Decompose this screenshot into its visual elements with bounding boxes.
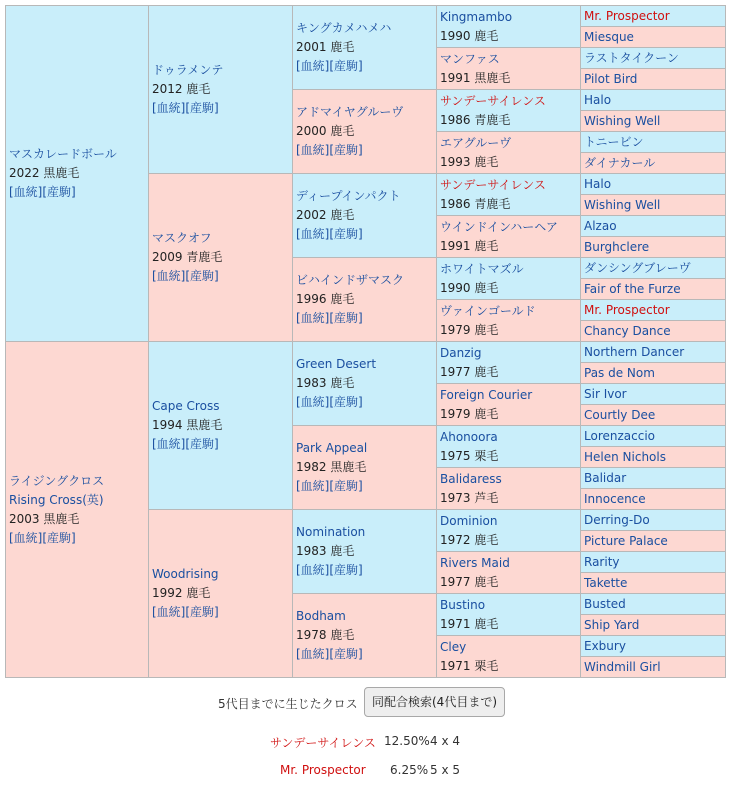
progeny-link[interactable]: [産駒]	[329, 143, 363, 157]
pedigree-cell-gen5	[581, 153, 726, 174]
pedigree-cell-gen5	[581, 342, 726, 363]
horse-name-link[interactable]: ドゥラメンテ	[152, 63, 224, 77]
pedigree-cell-gen4	[437, 510, 581, 552]
pedigree-cell-gen4	[437, 132, 581, 174]
horse-birth-info: 2001 鹿毛	[296, 40, 355, 54]
pedigree-cell-gen5	[581, 132, 726, 153]
blood-link[interactable]: [血統]	[296, 479, 330, 493]
horse-name-link[interactable]: Lorenzaccio	[584, 428, 655, 443]
pedigree-links	[296, 393, 433, 412]
progeny-link[interactable]: [産駒]	[329, 395, 363, 409]
pedigree-cell-gen5	[581, 300, 726, 321]
horse-birth-info: 1971 栗毛	[440, 658, 499, 673]
pedigree-cell-gen4	[437, 90, 581, 132]
progeny-link[interactable]: [産駒]	[329, 479, 363, 493]
horse-name-link[interactable]: Mr. Prospector	[584, 8, 670, 23]
horse-birth-info: 1975 栗毛	[440, 448, 499, 463]
pedigree-links	[296, 141, 433, 160]
pedigree-cell-gen2	[149, 510, 293, 678]
horse-name-link[interactable]: Bustino	[440, 597, 486, 612]
pedigree-cell-gen5	[581, 384, 726, 405]
pedigree-cell-gen5	[581, 258, 726, 279]
pedigree-cell-gen4	[437, 216, 581, 258]
horse-name-link[interactable]: Foreign Courier	[440, 387, 533, 402]
pedigree-cell-gen5	[581, 447, 726, 468]
pedigree-cell-gen3	[293, 174, 437, 258]
blood-link[interactable]: [血統]	[9, 185, 43, 199]
pedigree-cell-gen3	[293, 510, 437, 594]
progeny-link[interactable]: [産駒]	[185, 101, 219, 115]
horse-name-link[interactable]: Balidaress	[440, 471, 502, 486]
pedigree-cell-gen4	[437, 174, 581, 216]
pedigree-links	[296, 309, 433, 328]
pedigree-cell-gen3	[293, 90, 437, 174]
horse-name-link[interactable]: Green Desert	[296, 357, 377, 371]
pedigree-cell-gen1	[6, 342, 149, 678]
pedigree-table	[5, 5, 726, 678]
pedigree-cell-gen5	[581, 552, 726, 573]
pedigree-cell-gen5	[581, 468, 726, 489]
pedigree-cell-gen5	[581, 363, 726, 384]
horse-name-link[interactable]: Wishing Well	[584, 113, 661, 128]
pedigree-links	[152, 603, 289, 622]
pedigree-links	[296, 225, 433, 244]
horse-name-link[interactable]: ダイナカール	[584, 155, 656, 170]
pedigree-links	[296, 57, 433, 76]
pedigree-cell-gen4	[437, 636, 581, 678]
pedigree-cell-gen3	[293, 342, 437, 426]
progeny-link[interactable]: [産駒]	[185, 605, 219, 619]
pedigree-cell-gen5	[581, 216, 726, 237]
pedigree-cell-gen4	[437, 342, 581, 384]
horse-name-link[interactable]: Pilot Bird	[584, 71, 638, 86]
horse-name-link[interactable]: Kingmambo	[440, 9, 513, 24]
blood-link[interactable]: [血統]	[152, 101, 186, 115]
pedigree-cell-gen4	[437, 6, 581, 48]
pedigree-cell-gen4	[437, 552, 581, 594]
progeny-link[interactable]: [産駒]	[329, 563, 363, 577]
horse-name-link[interactable]: ホワイトマズル	[440, 261, 524, 276]
horse-name-link[interactable]: Dominion	[440, 513, 498, 528]
horse-name-link[interactable]: サンデーサイレンス	[440, 177, 546, 192]
blood-link[interactable]: [血統]	[152, 605, 186, 619]
horse-name-link[interactable]: Ahonoora	[440, 429, 498, 444]
pedigree-cell-gen4	[437, 594, 581, 636]
blood-link[interactable]: [血統]	[296, 59, 330, 73]
pedigree-cell-gen5	[581, 594, 726, 615]
horse-birth-info: 1986 青鹿毛	[440, 196, 511, 211]
horse-birth-info: 1994 黒鹿毛	[152, 418, 223, 432]
cross-generations: 4 x 4	[430, 734, 460, 748]
pedigree-cell-gen3	[293, 6, 437, 90]
pedigree-cell-gen2	[149, 342, 293, 510]
pedigree-cell-gen5	[581, 111, 726, 132]
horse-name-link[interactable]: アドマイヤグルーヴ	[296, 105, 404, 119]
progeny-link[interactable]: [産駒]	[185, 437, 219, 451]
blood-link[interactable]: [血統]	[296, 563, 330, 577]
horse-birth-info: 1983 鹿毛	[296, 376, 355, 390]
horse-name-link[interactable]: Burghclere	[584, 239, 650, 254]
progeny-link[interactable]: [産駒]	[329, 647, 363, 661]
pedigree-cell-gen5	[581, 636, 726, 657]
horse-name-link[interactable]: Picture Palace	[584, 533, 668, 548]
pedigree-cell-gen4	[437, 48, 581, 90]
horse-name-link[interactable]: Bodham	[296, 609, 346, 623]
horse-birth-info: 1991 黒鹿毛	[440, 70, 511, 85]
horse-name-link[interactable]: Pas de Nom	[584, 365, 655, 380]
horse-name-link[interactable]: Helen Nichols	[584, 449, 666, 464]
progeny-link[interactable]: [産駒]	[329, 311, 363, 325]
blood-link[interactable]: [血統]	[152, 269, 186, 283]
horse-name-link[interactable]: Fair of the Furze	[584, 281, 681, 296]
horse-birth-info: 2012 鹿毛	[152, 82, 211, 96]
horse-name-link[interactable]: Derring-Do	[584, 512, 650, 527]
horse-name-link[interactable]: Balidar	[584, 470, 627, 485]
horse-name-link[interactable]: ライジングクロス	[9, 473, 105, 488]
horse-name-link[interactable]: キングカメハメハ	[296, 21, 392, 35]
horse-name-link[interactable]: Rivers Maid	[440, 555, 510, 570]
pedigree-links	[152, 435, 289, 454]
horse-birth-info: 1992 鹿毛	[152, 586, 211, 600]
horse-birth-info: 1982 黒鹿毛	[296, 460, 367, 474]
horse-birth-info: 1996 鹿毛	[296, 292, 355, 306]
pedigree-cell-gen2	[149, 174, 293, 342]
horse-birth-info: 1991 鹿毛	[440, 238, 499, 253]
horse-name-link[interactable]: ディープインパクト	[296, 189, 401, 203]
horse-name-link[interactable]: ラストタイクーン	[584, 50, 679, 65]
horse-name-link[interactable]: ビハインドザマスク	[296, 273, 405, 287]
blood-link[interactable]: [血統]	[296, 311, 330, 325]
pedigree-cell-gen4	[437, 468, 581, 510]
cross-row-1	[0, 763, 730, 779]
horse-name-link[interactable]: Sir Ivor	[584, 386, 627, 401]
blood-link[interactable]: [血統]	[152, 437, 186, 451]
progeny-link[interactable]: [産駒]	[42, 185, 76, 199]
horse-birth-info: 1993 鹿毛	[440, 154, 499, 169]
horse-name-link[interactable]: Cley	[440, 639, 467, 654]
same-breeding-search-button[interactable]: 同配合検索(4代目まで)	[364, 687, 505, 717]
pedigree-links	[296, 561, 433, 580]
pedigree-cell-gen5	[581, 657, 726, 678]
pedigree-cell-gen5	[581, 321, 726, 342]
pedigree-cell-gen5	[581, 489, 726, 510]
pedigree-links	[296, 477, 433, 496]
pedigree-row	[6, 6, 726, 27]
pedigree-cell-gen4	[437, 300, 581, 342]
pedigree-cell-gen4	[437, 426, 581, 468]
pedigree-cell-gen5	[581, 531, 726, 552]
horse-birth-info: 1971 鹿毛	[440, 616, 499, 631]
pedigree-cell-gen4	[437, 258, 581, 300]
pedigree-cell-gen3	[293, 258, 437, 342]
blood-link[interactable]: [血統]	[9, 530, 43, 545]
horse-birth-info: 1977 鹿毛	[440, 574, 499, 589]
horse-name-link[interactable]: Nomination	[296, 525, 366, 539]
horse-name-link[interactable]: ウインドインハーヘア	[440, 219, 558, 234]
pedigree-cell-gen5	[581, 405, 726, 426]
horse-name-link[interactable]: サンデーサイレンス	[440, 93, 546, 108]
blood-link[interactable]: [血統]	[296, 143, 330, 157]
horse-name-link[interactable]: Halo	[584, 176, 612, 191]
horse-name-link[interactable]: Courtly Dee	[584, 407, 656, 422]
progeny-link[interactable]: [産駒]	[329, 59, 363, 73]
blood-link[interactable]: [血統]	[296, 395, 330, 409]
cross-horse-link[interactable]: サンデーサイレンス	[270, 736, 376, 750]
horse-birth-info: 1990 鹿毛	[440, 280, 499, 295]
horse-name-link[interactable]: Mr. Prospector	[584, 302, 670, 317]
horse-name-link[interactable]: ダンシングブレーヴ	[584, 260, 691, 275]
horse-name-link[interactable]: Woodrising	[152, 567, 219, 581]
horse-name-link[interactable]: Takette	[584, 575, 628, 590]
horse-birth-info: 1979 鹿毛	[440, 322, 499, 337]
horse-name-link[interactable]: Alzao	[584, 218, 617, 233]
pedigree-links	[9, 529, 145, 548]
horse-birth-info: 1972 鹿毛	[440, 532, 499, 547]
cross-horse-link[interactable]: Mr. Prospector	[280, 763, 366, 777]
horse-birth-info: 2022 黒鹿毛	[9, 166, 80, 180]
cross-row-0	[0, 734, 730, 750]
pedigree-links	[152, 267, 289, 286]
horse-name-link[interactable]: Halo	[584, 92, 612, 107]
progeny-link[interactable]: [産駒]	[42, 530, 76, 545]
pedigree-cell-gen5	[581, 90, 726, 111]
pedigree-cell-gen5	[581, 237, 726, 258]
horse-name-link[interactable]: Cape Cross	[152, 399, 220, 413]
blood-link[interactable]: [血統]	[296, 227, 330, 241]
horse-birth-info: 1973 芦毛	[440, 490, 499, 505]
horse-name-link[interactable]: Busted	[584, 596, 626, 611]
progeny-link[interactable]: [産駒]	[329, 227, 363, 241]
horse-name-link[interactable]: トニービン	[584, 134, 644, 149]
horse-birth-info: 1986 青鹿毛	[440, 112, 511, 127]
horse-birth-info: 2000 鹿毛	[296, 124, 355, 138]
horse-name-link[interactable]: マンファス	[440, 51, 500, 66]
horse-birth-info: 1978 鹿毛	[296, 628, 355, 642]
horse-name-link[interactable]: Ship Yard	[584, 617, 640, 632]
cross-generations: 5 x 5	[430, 763, 460, 777]
horse-name-link[interactable]: エアグルーヴ	[440, 135, 512, 150]
horse-birth-info: 1979 鹿毛	[440, 406, 499, 421]
horse-name-link[interactable]: ヴァインゴールド	[440, 303, 536, 318]
pedigree-links	[9, 183, 145, 202]
pedigree-cell-gen5	[581, 510, 726, 531]
pedigree-cell-gen5	[581, 174, 726, 195]
pedigree-cell-gen3	[293, 426, 437, 510]
pedigree-cell-gen5	[581, 195, 726, 216]
pedigree-links	[296, 645, 433, 664]
horse-birth-info: 1990 鹿毛	[440, 28, 499, 43]
horse-name-link[interactable]: Park Appeal	[296, 441, 368, 455]
horse-birth-info: 1977 鹿毛	[440, 364, 499, 379]
horse-birth-info: 2003 黒鹿毛	[9, 511, 80, 526]
pedigree-cell-gen5	[581, 27, 726, 48]
progeny-link[interactable]: [産駒]	[185, 269, 219, 283]
cross-percent: 6.25%	[390, 763, 429, 777]
pedigree-cell-gen5	[581, 69, 726, 90]
horse-name-link[interactable]: Chancy Dance	[584, 323, 671, 338]
horse-name-link[interactable]: Windmill Girl	[584, 659, 661, 674]
cross-percent: 12.50%	[384, 734, 430, 748]
pedigree-links	[152, 99, 289, 118]
horse-name-link[interactable]: マスクオフ	[152, 231, 212, 245]
horse-name-link[interactable]: Danzig	[440, 345, 482, 360]
pedigree-cell-gen5	[581, 6, 726, 27]
horse-foreign-name-link[interactable]: Rising Cross(英)	[9, 492, 104, 507]
pedigree-cell-gen1	[6, 6, 149, 342]
pedigree-cell-gen5	[581, 279, 726, 300]
horse-name-link[interactable]: Wishing Well	[584, 197, 661, 212]
horse-name-link[interactable]: Exbury	[584, 638, 626, 653]
pedigree-cell-gen2	[149, 6, 293, 174]
pedigree-cell-gen5	[581, 615, 726, 636]
horse-birth-info: 2002 鹿毛	[296, 208, 355, 222]
pedigree-cell-gen5	[581, 426, 726, 447]
pedigree-cell-gen4	[437, 384, 581, 426]
horse-name-link[interactable]: Northern Dancer	[584, 344, 685, 359]
horse-birth-info: 1983 鹿毛	[296, 544, 355, 558]
horse-name-link[interactable]: Innocence	[584, 491, 646, 506]
cross-label: 5代目までに生じたクロス	[218, 697, 358, 711]
pedigree-cell-gen5	[581, 573, 726, 594]
pedigree-cell-gen5	[581, 48, 726, 69]
horse-name-link[interactable]: Rarity	[584, 554, 620, 569]
horse-name-link[interactable]: Miesque	[584, 29, 634, 44]
pedigree-row	[6, 342, 726, 363]
horse-name-link[interactable]: マスカレードボール	[9, 147, 117, 161]
blood-link[interactable]: [血統]	[296, 647, 330, 661]
horse-birth-info: 2009 青鹿毛	[152, 250, 223, 264]
pedigree-cell-gen3	[293, 594, 437, 678]
